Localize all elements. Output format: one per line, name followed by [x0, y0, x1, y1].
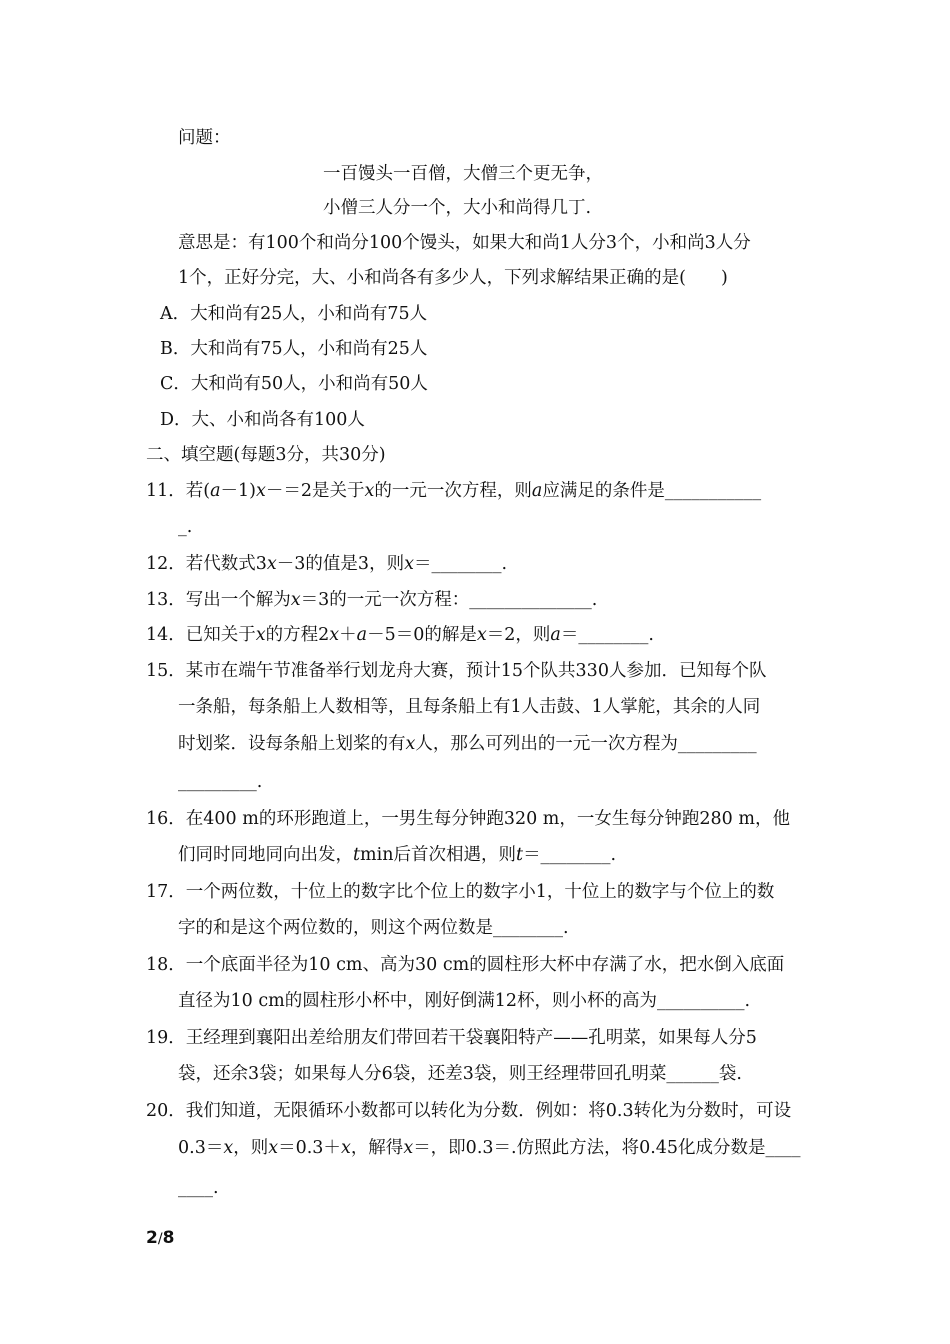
poem-line-2: 小僧三人分一个，大小和尚得几丁.	[323, 198, 592, 218]
question-number: 15．	[146, 661, 186, 681]
question-17	[146, 880, 774, 904]
question-text: ＝3的一元一次方程：______________.	[300, 590, 598, 610]
question-14	[146, 623, 654, 647]
option-text: 大、小和尚各有100人	[191, 410, 365, 430]
question-20-line-2	[178, 1136, 801, 1160]
option-c	[160, 372, 428, 396]
var: x	[403, 1138, 414, 1158]
question-19-line-2: 袋，还余3袋；如果每人分6袋，还差3袋，则王经理带回孔明菜______袋.	[178, 1064, 742, 1084]
question-text: ，解得	[350, 1138, 404, 1158]
question-text: ＝________.	[523, 845, 617, 865]
question-text: ，则	[233, 1138, 269, 1158]
question-number: 18．	[146, 955, 186, 975]
option-label: C．	[160, 374, 191, 394]
question-text: 人，那么可列出的一元一次方程为_________	[415, 734, 757, 754]
question-text: 在400 m的环形跑道上，一男生每分钟跑320 m，一女生每分钟跑280 m，他	[185, 809, 790, 829]
question-number: 20．	[146, 1101, 186, 1121]
question-text: －3的值是3，则	[276, 554, 405, 574]
meaning-line-1: 意思是：有100个和尚分100个馒头，如果大和尚1人分3个，小和尚3人分	[178, 233, 751, 253]
question-text: ＝，即0.3＝.仿照此方法，将0.45化成分数是____	[413, 1138, 801, 1158]
question-number: 17．	[146, 882, 186, 902]
meaning-line-2: 1个，正好分完，大、小和尚各有多少人，下列求解结果正确的是( )	[178, 268, 728, 288]
var: x	[223, 1138, 234, 1158]
question-number: 12．	[146, 554, 186, 574]
var: a	[210, 481, 221, 501]
var: x	[268, 1138, 279, 1158]
var: a	[550, 625, 561, 645]
question-text: 们同时同地同向出发，	[178, 845, 353, 865]
option-label: B．	[160, 339, 191, 359]
question-text: ＝________.	[560, 625, 654, 645]
question-number: 11．	[146, 481, 186, 501]
question-number: 19．	[146, 1028, 186, 1048]
question-17-line-2: 字的和是这个两位数的，则这个两位数是________.	[178, 918, 569, 938]
question-text: 一个底面半径为10 cm、高为30 cm的圆柱形大杯中存满了水，把水倒入底面	[185, 955, 785, 975]
question-15-line-4: _________.	[178, 772, 263, 792]
var: t	[516, 845, 524, 865]
question-20-line-3: ____.	[178, 1178, 219, 1198]
question-13	[146, 588, 597, 612]
question-text: ＝0.3＋	[278, 1138, 341, 1158]
option-label: D．	[160, 410, 192, 430]
var: x	[329, 625, 340, 645]
var: x	[340, 1138, 351, 1158]
page-number	[146, 1228, 174, 1248]
question-text: min后首次相遇，则	[360, 845, 517, 865]
page-separator: /	[157, 1231, 163, 1247]
question-18	[146, 953, 784, 977]
question-18-line-2: 直径为10 cm的圆柱形小杯中，刚好倒满12杯，则小杯的高为__________.	[178, 991, 751, 1011]
question-text: 一个两位数，十位上的数字比个位上的数字小1，十位上的数字与个位上的数	[185, 882, 775, 902]
var: x	[405, 734, 416, 754]
question-text: 王经理到襄阳出差给朋友们带回若干袋襄阳特产——孔明菜，如果每人分5	[185, 1028, 757, 1048]
var: x	[256, 481, 266, 501]
question-text: 已知关于	[185, 625, 256, 645]
var: x	[290, 590, 301, 610]
question-text: －＝2是关于	[265, 481, 365, 501]
question-text: 我们知道，无限循环小数都可以转化为分数．例如：将0.3转化为分数时，可设	[185, 1101, 792, 1121]
option-d	[160, 408, 365, 432]
option-label: A．	[160, 304, 191, 324]
option-a	[160, 302, 427, 326]
question-text: 应满足的条件是___________	[542, 481, 762, 501]
question-text: ＝________.	[413, 554, 508, 574]
question-text: 若(	[185, 481, 211, 501]
option-text: 大和尚有75人，小和尚有25人	[190, 339, 428, 359]
question-15-line-3	[178, 732, 757, 756]
var: a	[531, 481, 543, 501]
poem-line-1: 一百馒头一百僧，大僧三个更无争，	[323, 164, 603, 184]
question-text: 的方程2	[265, 625, 330, 645]
question-text: 某市在端午节准备举行划龙舟大赛，预计15个队共330人参加．已知每个队	[185, 661, 767, 681]
var: t	[353, 845, 361, 865]
question-text: 时划桨．设每条船上划桨的有	[178, 734, 406, 754]
question-text: －1)	[220, 481, 257, 501]
question-text: ＝2，则	[486, 625, 551, 645]
question-16-line-2	[178, 843, 616, 867]
question-16	[146, 807, 790, 831]
question-number: 13．	[146, 590, 186, 610]
question-15	[146, 659, 766, 683]
option-text: 大和尚有25人，小和尚有75人	[190, 304, 428, 324]
question-text: 写出一个解为	[185, 590, 291, 610]
question-number: 14．	[146, 625, 186, 645]
question-20	[146, 1099, 791, 1123]
question-text: ＋	[339, 625, 357, 645]
intro-label: 问题：	[178, 128, 231, 148]
question-text: 0.3＝	[178, 1138, 224, 1158]
question-12	[146, 552, 507, 576]
question-11-cont: _.	[178, 517, 193, 537]
question-15-line-2: 一条船，每条船上人数相等，且每条船上有1人击鼓、1人掌舵，其余的人同	[178, 697, 761, 717]
var: a	[356, 625, 368, 645]
option-b	[160, 337, 427, 361]
option-text: 大和尚有50人，小和尚有50人	[190, 374, 428, 394]
question-text: 的一元一次方程，则	[374, 481, 532, 501]
var: x	[364, 481, 375, 501]
var: x	[255, 625, 266, 645]
question-19	[146, 1026, 757, 1050]
question-text: －5＝0的解是	[367, 625, 477, 645]
var: x	[476, 625, 487, 645]
section-title: 二、填空题(每题3分，共30分)	[146, 445, 386, 465]
question-number: 16．	[146, 809, 186, 829]
page-current: 2	[146, 1228, 158, 1248]
question-text: 若代数式3	[185, 554, 267, 574]
question-11	[146, 479, 761, 503]
var: x	[266, 554, 277, 574]
page-total: 8	[162, 1228, 175, 1248]
var: x	[404, 554, 414, 574]
